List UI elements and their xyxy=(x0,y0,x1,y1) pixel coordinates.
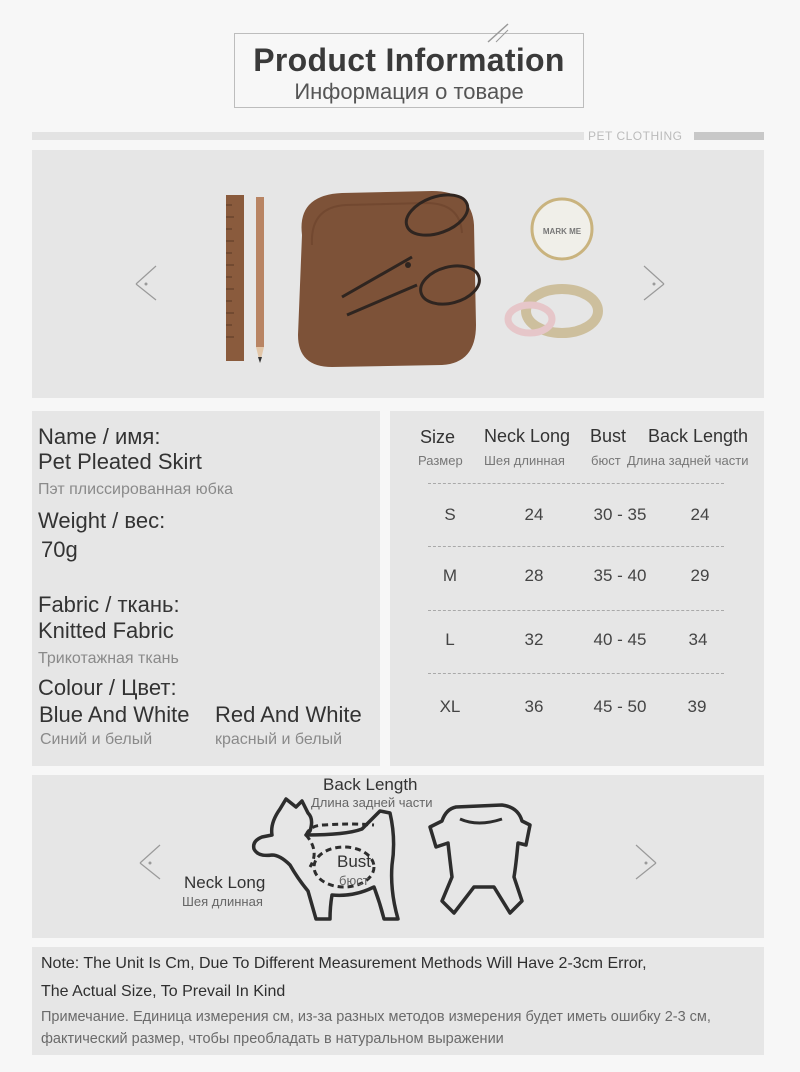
garment-outline-icon xyxy=(422,801,562,917)
arrow-right-icon[interactable] xyxy=(640,264,668,302)
dog-outline-icon xyxy=(250,795,410,923)
name-value: Pet Pleated Skirt xyxy=(38,449,202,474)
neck-long-header: Neck Long xyxy=(484,426,571,446)
back-length-cell: 34 xyxy=(688,630,708,649)
back-length-header: Back Length xyxy=(648,426,749,446)
divider-bar-left xyxy=(32,132,584,140)
neck-long-label: Neck Long xyxy=(184,873,266,892)
back-length-cell: 24 xyxy=(690,505,710,524)
bust-cell: 30 - 35 xyxy=(593,505,647,524)
neck-cell: 28 xyxy=(524,566,544,585)
bust-label-ru: бюст xyxy=(339,873,369,888)
sewing-tools-illustration xyxy=(212,185,612,375)
badge-text: MARK ME xyxy=(542,227,582,236)
ruler-icon xyxy=(226,195,244,361)
row-divider xyxy=(428,483,724,484)
note-line-4: фактический размер, чтобы преобладать в натуральном выражении xyxy=(41,1031,504,1047)
size-cell: L xyxy=(445,630,455,649)
weight-label: Weight / вес: xyxy=(38,508,166,533)
row-divider xyxy=(428,546,724,547)
fabric-value: Knitted Fabric xyxy=(38,618,174,643)
size-cell: S xyxy=(444,505,456,524)
bust-header-ru: бюст xyxy=(591,453,621,468)
pen-icon xyxy=(486,22,512,44)
page-subtitle: Информация о товаре xyxy=(294,79,524,104)
back-length-label-ru: Длина задней части xyxy=(311,795,433,810)
header-box xyxy=(234,33,584,108)
product-info-panel xyxy=(32,411,380,766)
back-length-cell: 29 xyxy=(690,566,710,585)
divider-label: PET CLOTHING xyxy=(588,129,683,143)
colour-label: Colour / Цвет: xyxy=(38,675,177,700)
weight-value: 70g xyxy=(41,537,78,562)
row-divider xyxy=(428,673,724,674)
size-chart-panel xyxy=(390,411,764,766)
size-cell: M xyxy=(442,566,458,585)
neck-cell: 36 xyxy=(524,697,544,716)
note-line-2: The Actual Size, To Prevail In Kind xyxy=(41,983,286,1000)
section-divider xyxy=(32,129,764,143)
neck-long-label-ru: Шея длинная xyxy=(182,894,263,909)
back-length-cell: 39 xyxy=(687,697,707,716)
wooden-tray xyxy=(298,191,476,367)
size-header: Size xyxy=(420,427,456,447)
note-line-3: Примечание. Единица измерения см, из-за разных методов измерения будет иметь ошибку 2-3 см, xyxy=(41,1009,711,1025)
colour-option-1: Blue And White xyxy=(39,702,190,727)
back-length-header-ru: Длина задней части xyxy=(627,453,749,468)
back-length-label: Back Length xyxy=(323,775,418,794)
neck-cell: 32 xyxy=(524,630,544,649)
size-header-ru: Размер xyxy=(418,453,463,468)
colour-option-1-ru: Синий и белый xyxy=(40,731,153,748)
bust-cell: 35 - 40 xyxy=(593,566,647,585)
neck-long-header-ru: Шея длинная xyxy=(484,453,565,468)
bust-header: Bust xyxy=(590,426,627,446)
colour-option-2-ru: красный и белый xyxy=(215,731,343,748)
row-divider xyxy=(428,610,724,611)
note-panel xyxy=(32,947,764,1055)
fabric-value-ru: Трикотажная ткань xyxy=(38,650,179,667)
arrow-left-icon[interactable] xyxy=(132,264,160,302)
name-label: Name / имя: xyxy=(38,424,161,449)
page-title: Product Information xyxy=(253,42,565,78)
arrow-left-icon[interactable] xyxy=(136,843,164,881)
product-hero-image xyxy=(32,150,764,398)
size-cell: XL xyxy=(439,697,461,716)
bust-cell: 40 - 45 xyxy=(593,630,647,649)
measurement-diagram xyxy=(32,775,764,938)
bust-label: Bust xyxy=(337,852,372,871)
arrow-right-icon[interactable] xyxy=(632,843,660,881)
pencil-icon xyxy=(256,197,264,347)
bust-cell: 45 - 50 xyxy=(593,697,647,716)
tape-measure-icon xyxy=(526,289,598,333)
neck-cell: 24 xyxy=(524,505,544,524)
name-value-ru: Пэт плиссированная юбка xyxy=(38,481,234,498)
fabric-label: Fabric / ткань: xyxy=(38,592,180,617)
colour-option-2: Red And White xyxy=(215,702,362,727)
divider-bar-right xyxy=(694,132,764,140)
note-line-1: Note: The Unit Is Cm, Due To Different Measurement Methods Will Have 2-3cm Error, xyxy=(41,955,647,972)
